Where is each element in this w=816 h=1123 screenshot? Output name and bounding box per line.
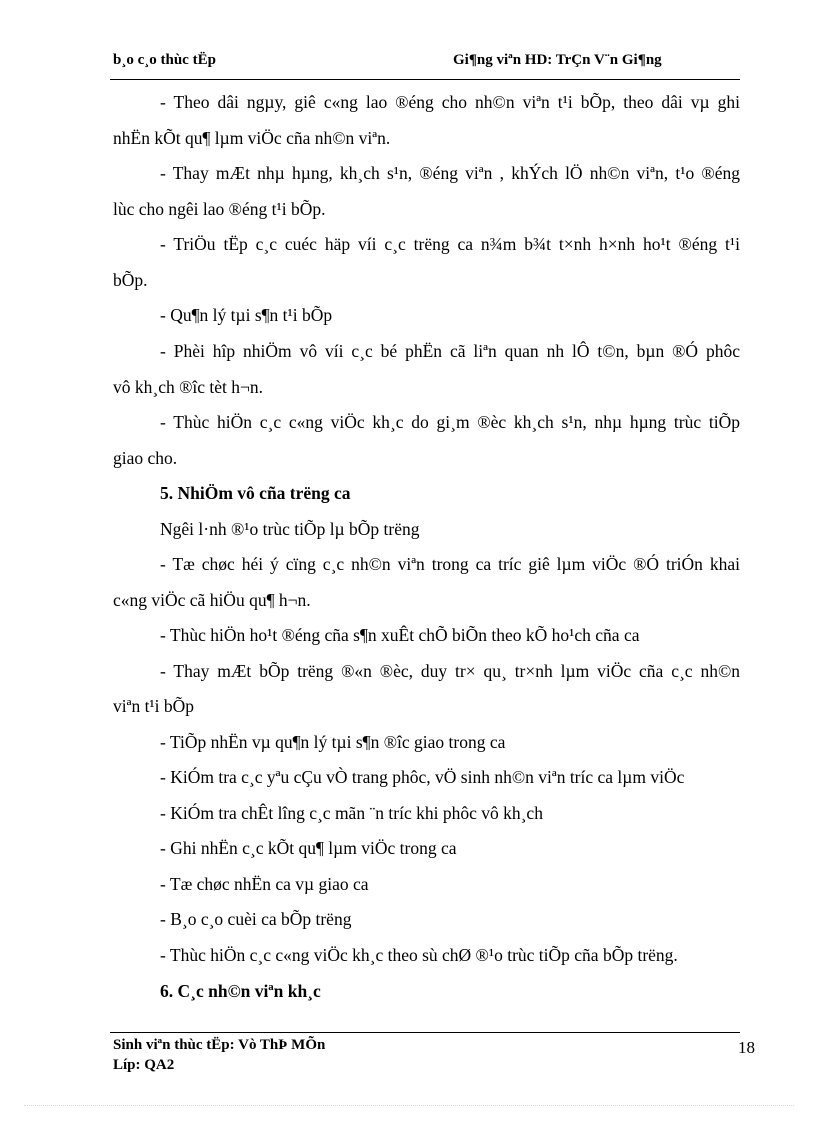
section-6-heading: 6. C¸c nh©n viªn kh¸c [160,981,321,1001]
paragraph-line: - Ghi nhËn c¸c kÕt qu¶ lµm viÖc trong ca [160,838,457,858]
paragraph-line: - Thay mÆt bÕp trëng ®«n ®èc, duy tr× qu¸ tr×nh lµm viÖc cña c¸c nh©n [160,661,740,681]
section-5-heading: 5. NhiÖm vô cña trëng ca [160,483,351,503]
paragraph-line: vô kh¸ch ®îc tèt h¬n. [113,377,264,397]
paragraph-line: - KiÓm tra c¸c yªu cÇu vÒ trang phôc, vÖ sinh nh©n viªn tríc ca lµm viÖc [160,767,685,787]
paragraph-line: - TriÖu tËp c¸c cuéc häp víi c¸c trëng ca n¾m b¾t t×nh h×nh ho¹t ®éng t¹i [160,234,740,254]
paragraph-line: giao cho. [113,448,178,468]
header-instructor: Gi¶ng viªn HD: TrÇn V¨n Gi¶ng [453,52,662,68]
paragraph-line: - Phèi hîp nhiÖm vô víi c¸c bé phËn cã liªn quan nh lÔ t©n, bµn ®Ó phôc [160,341,740,361]
paragraph-line: bÕp. [113,270,148,290]
paragraph-line: - Tæ chøc nhËn ca vµ giao ca [160,874,369,894]
footer-student: Sinh viªn thùc tËp: Vò ThÞ MÕn [113,1037,326,1053]
paragraph-line: viªn t¹i bÕp [113,696,195,716]
paragraph-line: - Qu¶n lý tµi s¶n t¹i bÕp [160,305,333,325]
paragraph-line: - Theo dâi ngµy, giê c«ng lao ®éng cho nh©n viªn t¹i bÕp, theo dâi vµ ghi [160,92,740,112]
paragraph-line: - TiÕp nhËn vµ qu¶n lý tµi s¶n ®îc giao trong ca [160,732,506,752]
paragraph-line: - Thay mÆt nhµ hµng, kh¸ch s¹n, ®éng viªn , khÝch lÖ nh©n viªn, t¹o ®éng [160,163,740,183]
footer-divider [110,1032,740,1033]
header-report-title: b¸o c¸o thùc tËp [113,52,216,68]
header-divider [110,79,740,80]
paragraph-line: - Tæ chøc héi ý cïng c¸c nh©n viªn trong ca tríc giê lµm viÖc ®Ó triÓn khai [160,554,740,574]
page-number: 18 [738,1038,755,1057]
footer-class: Líp: QA2 [113,1057,175,1073]
paragraph-line: - B¸o c¸o cuèi ca bÕp trëng [160,909,352,929]
paragraph-line: lùc cho ngêi lao ®éng t¹i bÕp. [113,199,326,219]
paragraph-line: Ngêi l·nh ®¹o trùc tiÕp lµ bÕp trëng [160,519,420,539]
paragraph-line: - Thùc hiÖn c¸c c«ng viÖc kh¸c theo sù chØ ®¹o trùc tiÕp cña bÕp trëng. [160,945,678,965]
paragraph-line: - Thùc hiÖn ho¹t ®éng cña s¶n xuÊt chÕ biÕn theo kÕ ho¹ch cña ca [160,625,640,645]
paragraph-line: nhËn kÕt qu¶ lµm viÖc cña nh©n viªn. [113,128,391,148]
paragraph-line: - KiÓm tra chÊt lîng c¸c mãn ¨n tríc khi phôc vô kh¸ch [160,803,543,823]
paragraph-line: - Thùc hiÖn c¸c c«ng viÖc kh¸c do gi¸m ®èc kh¸ch s¹n, nhµ hµng trùc tiÕp [160,412,740,432]
page-edge-dotted-line [24,1105,794,1106]
paragraph-line: c«ng viÖc cã hiÖu qu¶ h¬n. [113,590,311,610]
